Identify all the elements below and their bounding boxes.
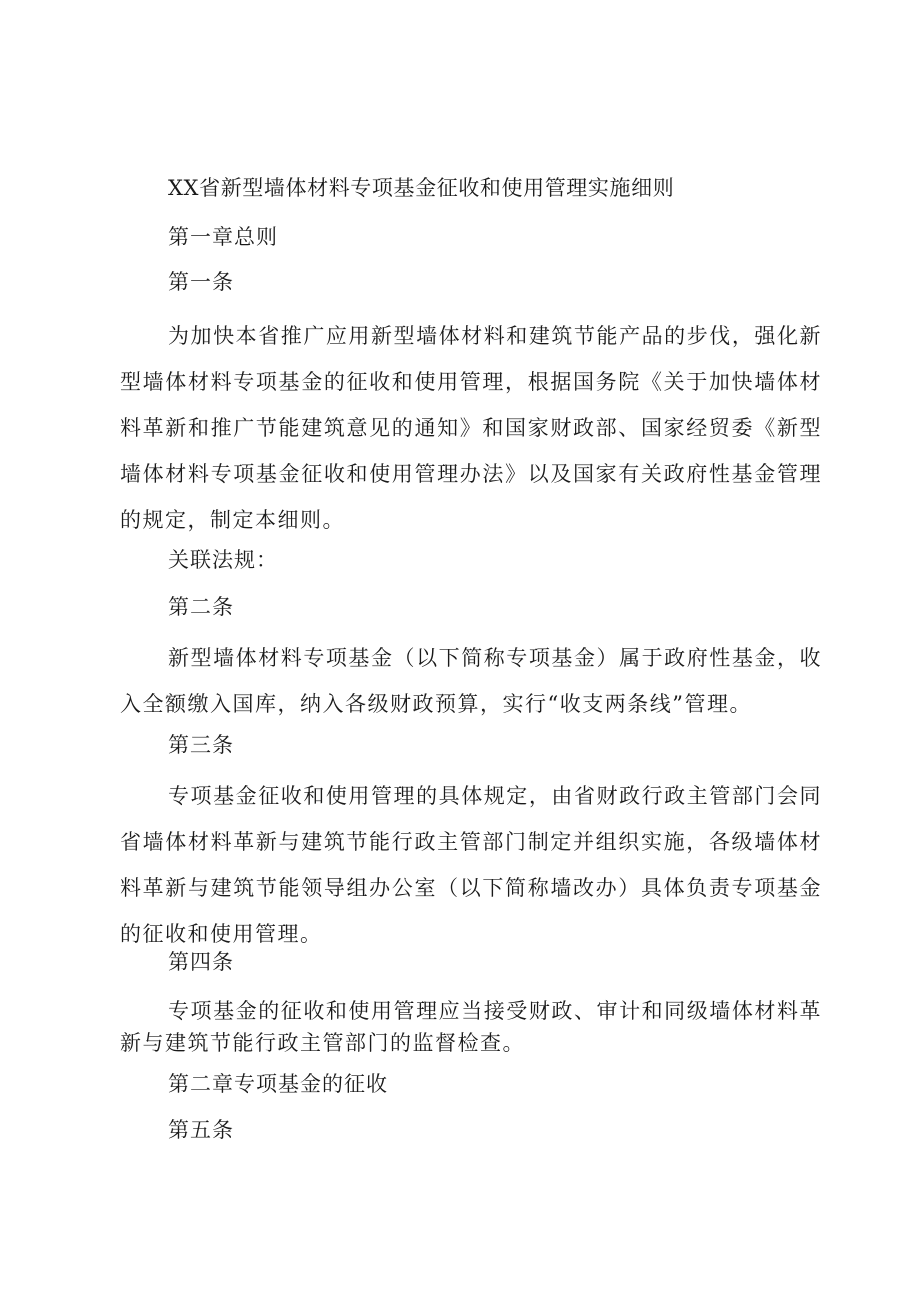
article-2-text: 新型墙体材料专项基金（以下简称专项基金）属于政府性基金，收入全额缴入国库，纳入各级财政预算，实行“收支两条线”管理。 bbox=[120, 646, 822, 716]
chapter-1-heading: 第一章总则 bbox=[168, 225, 278, 249]
article-3-text: 专项基金征收和使用管理的具体规定，由省财政行政主管部门会同省墙体材料革新与建筑节能行政主管部门制定并组织实施，各级墙体材料革新与建筑节能领导组办公室（以下简称墙改办）具体负责专项基金的征收和使用管理。 bbox=[120, 784, 822, 946]
article-1-heading: 第一条 bbox=[168, 270, 234, 294]
article-1-text: 为加快本省推广应用新型墙体材料和建筑节能产品的步伐，强化新型墙体材料专项基金的征收和使用管理，根据国务院《关于加快墙体材料革新和推广节能建筑意见的通知》和国家财政部、国家经贸委《新型墙体材料专项基金征收和使用管理办法》以及国家有关政府性基金管理的规定，制定本细则。 bbox=[120, 324, 822, 532]
article-2-heading: 第二条 bbox=[168, 595, 234, 619]
chapter-2-heading: 第二章专项基金的征收 bbox=[168, 1072, 388, 1096]
article-4-heading: 第四条 bbox=[168, 950, 234, 974]
related-laws-label: 关联法规： bbox=[168, 548, 278, 572]
document-title: XX省新型墙体材料专项基金征收和使用管理实施细则 bbox=[168, 176, 675, 200]
article-5-heading: 第五条 bbox=[168, 1118, 234, 1142]
article-4-text: 专项基金的征收和使用管理应当接受财政、审计和同级墙体材料革新与建筑节能行政主管部门的监督检查。 bbox=[120, 999, 822, 1055]
article-3-heading: 第三条 bbox=[168, 733, 234, 757]
